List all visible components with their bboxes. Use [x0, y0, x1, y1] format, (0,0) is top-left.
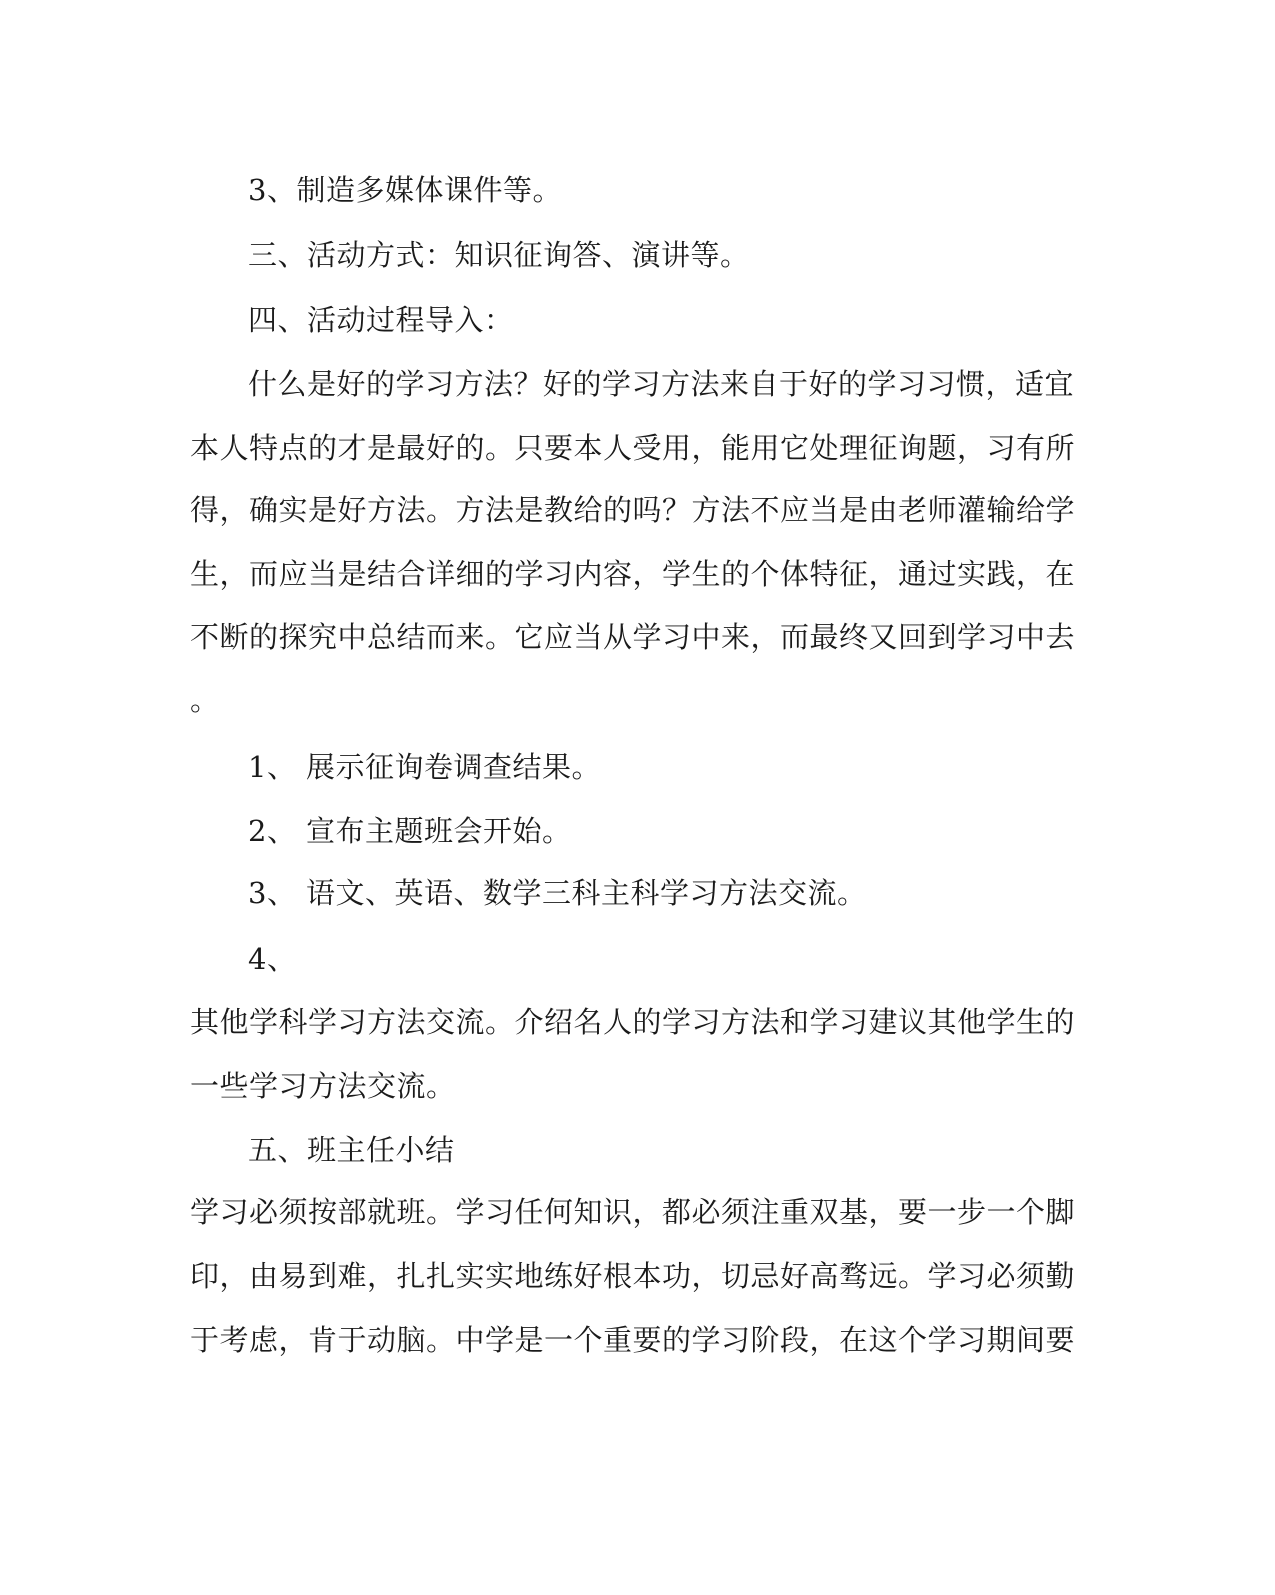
- paragraph-line: 不断的探究中总结而来。它应当从学习中来，而最终又回到学习中去: [190, 620, 1076, 654]
- paragraph-line: 学习必须按部就班。学习任何知识，都必须注重双基，要一步一个脚: [190, 1195, 1076, 1229]
- list-text: 语文、英语、数学三科主科学习方法交流。: [306, 876, 867, 910]
- list-number: 3、: [248, 876, 297, 910]
- list-number: 4、: [248, 942, 297, 976]
- paragraph-line: 一些学习方法交流。: [190, 1069, 456, 1103]
- text-line: 三、活动方式：知识征询答、演讲等。: [248, 238, 750, 272]
- paragraph-line: 于考虑，肯于动脑。中学是一个重要的学习阶段，在这个学习期间要: [190, 1323, 1076, 1357]
- paragraph-line: 。: [190, 683, 220, 717]
- paragraph-line: 生，而应当是结合详细的学习内容，学生的个体特征，通过实践，在: [190, 557, 1076, 591]
- paragraph-line: 印，由易到难，扎扎实实地练好根本功，切忌好高骛远。学习必须勤: [190, 1259, 1076, 1293]
- list-item: [248, 873, 1070, 913]
- list-text: 宣布主题班会开始。: [306, 814, 572, 848]
- list-text: 展示征询卷调查结果。: [306, 750, 602, 784]
- list-item: [248, 811, 1070, 851]
- list-number: 2、: [248, 814, 297, 848]
- paragraph-line: 其他学科学习方法交流。介绍名人的学习方法和学习建议其他学生的: [190, 1005, 1076, 1039]
- list-number: 1、: [248, 750, 297, 784]
- text-line: 3、制造多媒体课件等。: [248, 173, 562, 207]
- paragraph-line: 本人特点的才是最好的。只要本人受用，能用它处理征询题，习有所: [190, 431, 1076, 465]
- section-heading: 五、班主任小结: [248, 1133, 455, 1167]
- list-item: [248, 747, 1070, 787]
- paragraph-line: 什么是好的学习方法？好的学习方法来自于好的学习习惯，适宜: [248, 367, 1075, 401]
- paragraph-line: 得，确实是好方法。方法是教给的吗？方法不应当是由老师灌输给学: [190, 493, 1076, 527]
- text-line: 四、活动过程导入：: [248, 303, 514, 337]
